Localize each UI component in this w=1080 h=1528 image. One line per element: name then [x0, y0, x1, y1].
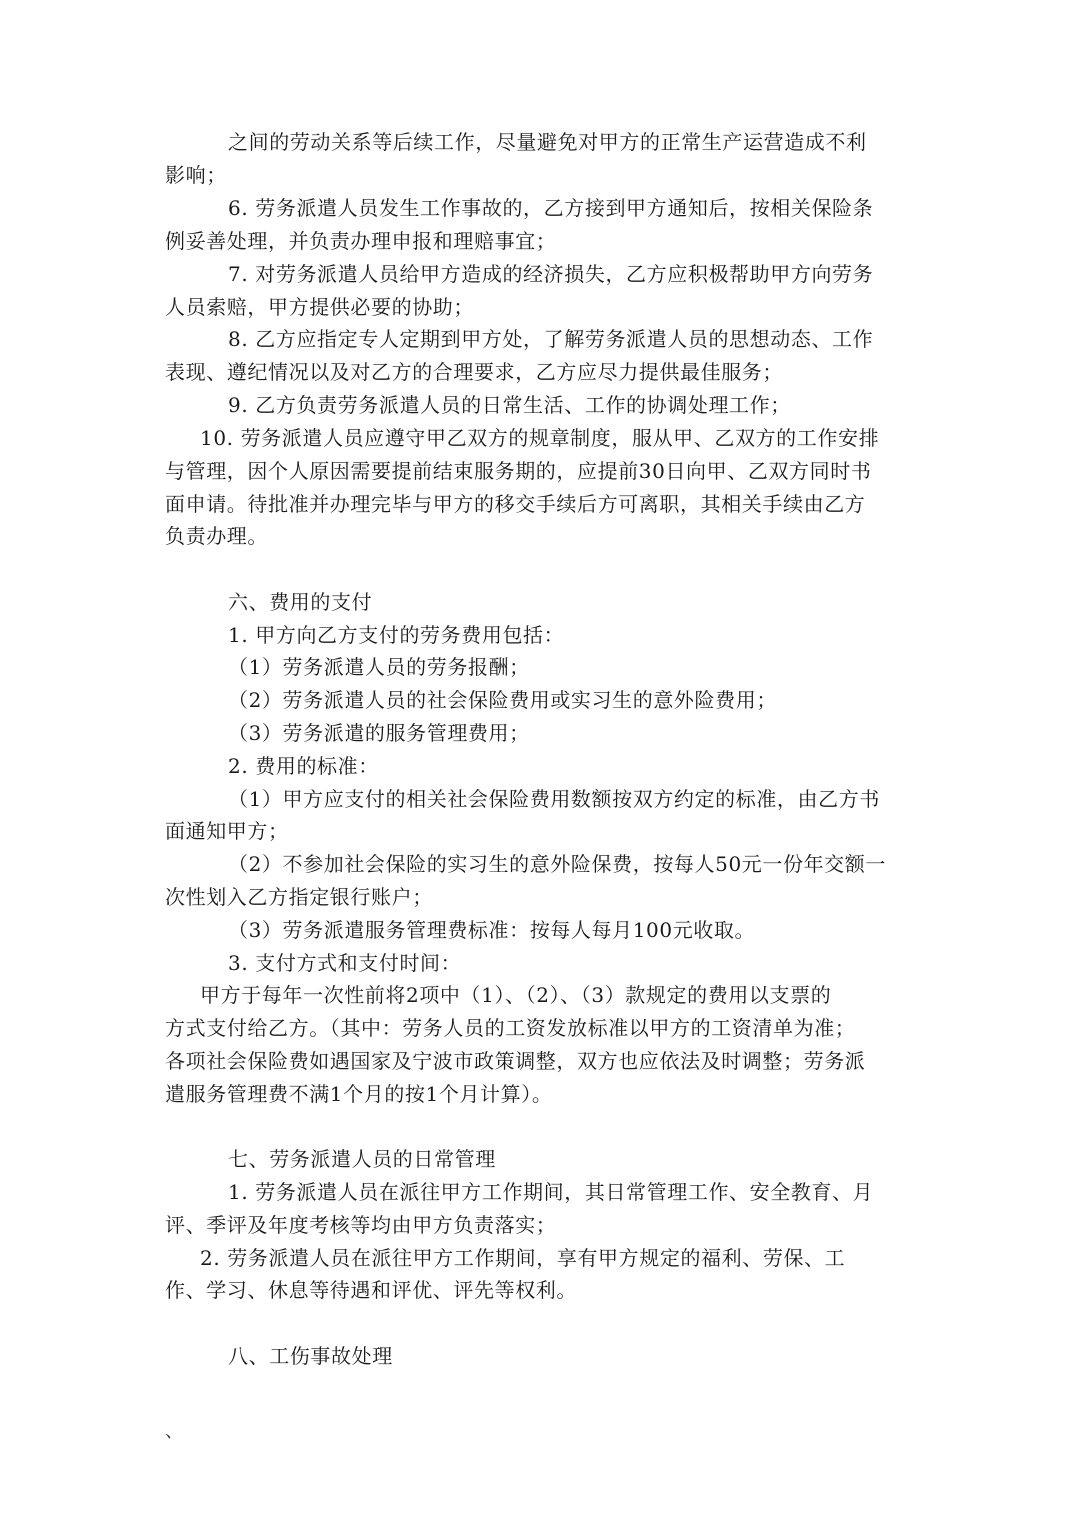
text-line: 各项社会保险费如遇国家及宁波市政策调整，双方也应依法及时调整；劳务派: [165, 1049, 866, 1073]
text-line: 与管理，因个人原因需要提前结束服务期的，应提前30日向甲、乙双方同时书: [165, 459, 872, 483]
text-line: （2）劳务派遣人员的社会保险费用或实习生的意外险费用；: [228, 688, 777, 712]
text-line: 3. 支付方式和支付时间：: [228, 951, 462, 975]
text-line: 之间的劳动关系等后续工作，尽量避免对甲方的正常生产运营造成不利: [228, 130, 867, 154]
text-line: 作、学习、休息等待遇和评优、评先等权利。: [165, 1278, 577, 1302]
text-line: 2. 费用的标准：: [228, 754, 379, 778]
text-line: 人员索赔，甲方提供必要的协助；: [165, 295, 474, 319]
text-line: 7. 对劳务派遣人员给甲方造成的经济损失，乙方应积极帮助甲方向劳务: [228, 262, 874, 286]
text-line: 次性划入乙方指定银行账户；: [165, 885, 433, 909]
text-line: 面申请。待批准并办理完毕与甲方的移交手续后方可离职，其相关手续由乙方: [165, 492, 866, 516]
text-line: （2）不参加社会保险的实习生的意外险保费，按每人50元一份年交额一: [228, 852, 886, 876]
text-line: （3）劳务派遣的服务管理费用；: [228, 721, 530, 745]
text-line: 例妥善处理，并负责办理申报和理赔事宜；: [165, 229, 557, 253]
text-line: 遣服务管理费不满1个月的按1个月计算）。: [165, 1082, 553, 1106]
text-line: 甲方于每年一次性前将2项中（1）、（2）、（3）款规定的费用以支票的: [200, 983, 832, 1007]
footer-mark: 、: [165, 1421, 183, 1442]
text-line: 负责办理。: [165, 524, 268, 548]
text-line: 2. 劳务派遣人员在派往甲方工作期间，享有甲方规定的福利、劳保、工: [200, 1246, 846, 1270]
text-line: 影响；: [165, 163, 227, 187]
text-line: （1）甲方应支付的相关社会保险费用数额按双方约定的标准，由乙方书: [228, 787, 880, 811]
text-line: 6. 劳务派遣人员发生工作事故的，乙方接到甲方通知后，按相关保险条: [228, 196, 874, 220]
text-line: （3）劳务派遣服务管理费标准：按每人每月100元收取。: [228, 918, 756, 942]
text-line: 评、季评及年度考核等均由甲方负责落实；: [165, 1213, 557, 1237]
text-line: 面通知甲方；: [165, 819, 289, 843]
text-line: 9. 乙方负责劳务派遣人员的日常生活、工作的协调处理工作；: [228, 393, 791, 417]
text-line: 方式支付给乙方。（其中：劳务人员的工资发放标准以甲方的工资清单为准；: [165, 1016, 856, 1040]
text-line: 1. 甲方向乙方支付的劳务费用包括：: [228, 623, 565, 647]
text-line: （1）劳务派遣人员的劳务报酬；: [228, 655, 530, 679]
text-line: 8. 乙方应指定专人定期到甲方处，了解劳务派遣人员的思想动态、工作: [228, 327, 874, 351]
text-line: 10. 劳务派遣人员应遵守甲乙双方的规章制度，服从甲、乙双方的工作安排: [200, 426, 880, 450]
text-line: 1. 劳务派遣人员在派往甲方工作期间，其日常管理工作、安全教育、月: [228, 1180, 874, 1204]
section-heading: 七、劳务派遣人员的日常管理: [228, 1147, 496, 1171]
section-heading: 六、费用的支付: [228, 590, 373, 614]
text-line: 表现、遵纪情况以及对乙方的合理要求，乙方应尽力提供最佳服务；: [165, 360, 783, 384]
section-heading: 八、工伤事故处理: [228, 1344, 393, 1368]
